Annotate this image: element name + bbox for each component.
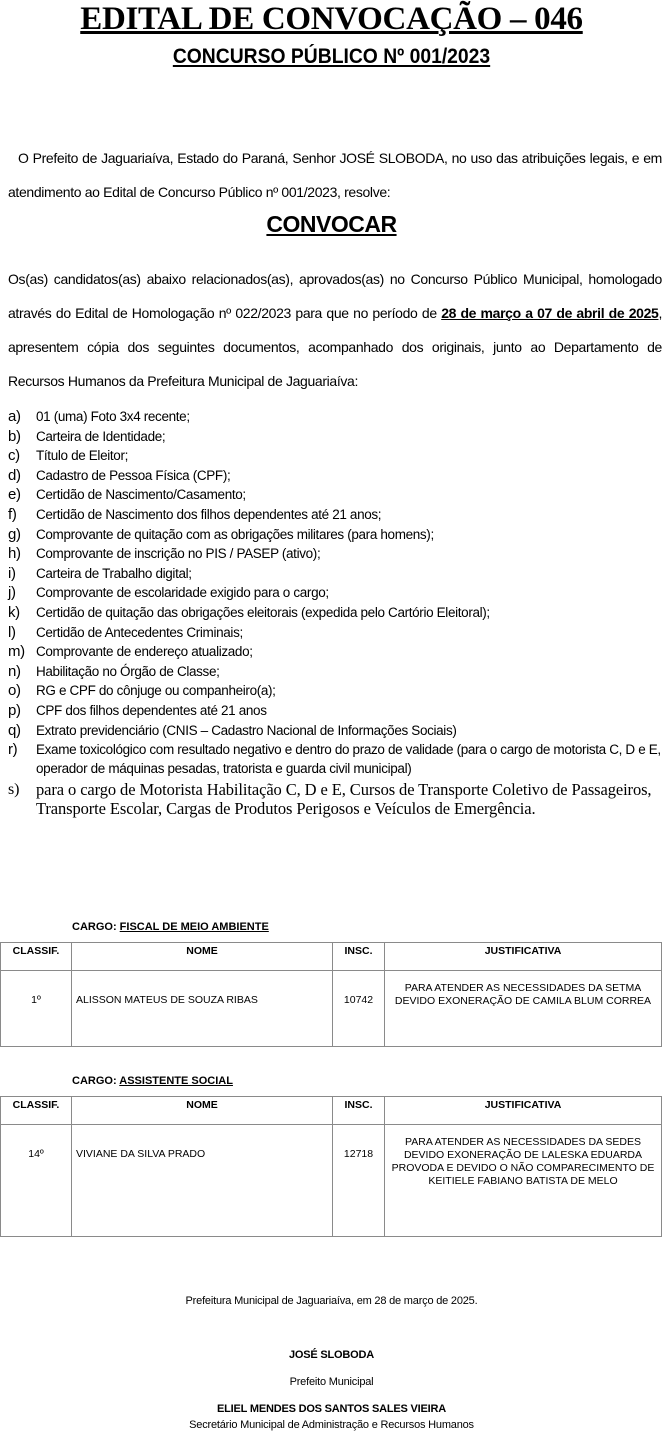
cell-classif: 1º — [1, 971, 72, 1047]
document-item — [8, 427, 663, 447]
document-text: CPF dos filhos dependentes até 21 anos — [36, 702, 267, 718]
table-header-row — [1, 943, 662, 971]
header-classif: CLASSIF. — [1, 1097, 72, 1125]
period-highlight: 28 de março a 07 de abril de 2025 — [441, 305, 659, 321]
cell-classif: 14º — [1, 1125, 72, 1237]
document-letter: e) — [8, 486, 21, 504]
cell-nome: VIVIANE DA SILVA PRADO — [72, 1125, 333, 1237]
document-letter: j) — [8, 584, 16, 602]
header-classif: CLASSIF. — [1, 943, 72, 971]
document-text: Carteira de Trabalho digital; — [36, 565, 192, 581]
document-item — [8, 623, 663, 643]
candidates-table-1 — [0, 942, 662, 1047]
document-text: Habilitação no Órgão de Classe; — [36, 663, 220, 679]
table-row — [1, 971, 662, 1047]
document-letter: o) — [8, 682, 21, 700]
document-letter: i) — [8, 564, 16, 582]
document-letter: m) — [8, 643, 25, 661]
cargo-heading-2 — [72, 1075, 233, 1087]
document-letter: d) — [8, 466, 21, 484]
table-row — [1, 1125, 662, 1237]
body-text-after: , apresentem cópia dos seguintes documentos, acompanhado dos originais, junto ao Departamento de Recursos Humanos da Prefeitura Municipal de Jaguariaíva: — [8, 305, 663, 389]
document-text: Comprovante de inscrição no PIS / PASEP (ativo); — [36, 546, 321, 562]
signer-1-name: JOSÉ SLOBODA — [288, 1349, 374, 1361]
document-letter: b) — [8, 427, 21, 445]
document-text: Extrato previdenciário (CNIS – Cadastro Nacional de Informações Sociais) — [36, 722, 457, 738]
document-letter: s) — [8, 781, 20, 799]
document-letter: f) — [8, 505, 17, 523]
document-text: para o cargo de Motorista Habilitação C, D e E, Cursos de Transporte Coletivo de Passageiros, Transporte Escolar, Cargas de Produtos Perigosos e Veículos de Emergência. — [36, 780, 652, 819]
body-text-before: Os(as) candidatos(as) abaixo relacionados(as), aprovados(as) no Concurso Público Municipal, homologado através do Edital de Homologação nº 022/2023 para que no período de — [8, 271, 662, 321]
header-justificativa: JUSTIFICATIVA — [385, 1097, 662, 1125]
document-text: Comprovante de endereço atualizado; — [36, 644, 253, 660]
document-item — [8, 505, 663, 525]
required-documents-list — [8, 407, 663, 818]
cargo-name: ASSISTENTE SOCIAL — [119, 1075, 233, 1087]
place-date: Prefeitura Municipal de Jaguariaíva, em 28 de março de 2025. — [185, 1295, 478, 1307]
document-item — [8, 466, 663, 486]
signer-2-name: ELIEL MENDES DOS SANTOS SALES VIEIRA — [217, 1403, 446, 1415]
document-item — [8, 681, 663, 701]
cargo-label: CARGO: — [72, 921, 117, 933]
document-item — [8, 642, 663, 662]
cell-justificativa: PARA ATENDER AS NECESSIDADES DA SETMA DEVIDO EXONERAÇÃO DE CAMILA BLUM CORREA — [385, 971, 662, 1047]
document-letter: g) — [8, 525, 21, 543]
candidates-table-2 — [0, 1096, 662, 1237]
cell-justificativa: PARA ATENDER AS NECESSIDADES DA SEDES DEVIDO EXONERAÇÃO DE LALESKA EDUARDA PROVODA E DEVIDO O NÃO COMPARECIMENTO DE KEITIELE FABIANO BATISTA DE MELO — [385, 1125, 662, 1237]
document-text: Certidão de Nascimento dos filhos dependentes até 21 anos; — [36, 506, 382, 522]
document-item — [8, 662, 663, 682]
header-insc: INSC. — [333, 943, 385, 971]
document-letter: a) — [8, 408, 21, 425]
document-text: Comprovante de escolaridade exigido para o cargo; — [36, 585, 329, 601]
document-text: Cadastro de Pessoa Física (CPF); — [36, 467, 231, 483]
body-paragraph — [8, 262, 662, 398]
document-subtitle: CONCURSO PÚBLICO Nº 001/2023 — [172, 45, 491, 68]
document-item — [8, 544, 663, 564]
document-text: Carteira de Identidade; — [36, 428, 166, 444]
document-text: Título de Eleitor; — [36, 448, 128, 464]
table-header-row — [1, 1097, 662, 1125]
document-item — [8, 603, 663, 623]
document-letter: r) — [8, 741, 18, 759]
document-text: Certidão de Nascimento/Casamento; — [36, 487, 246, 503]
cell-nome: ALISSON MATEUS DE SOUZA RIBAS — [72, 971, 333, 1047]
action-heading: CONVOCAR — [266, 211, 397, 237]
header-nome: NOME — [72, 943, 333, 971]
document-letter: q) — [8, 721, 21, 739]
document-text: RG e CPF do cônjuge ou companheiro(a); — [36, 683, 276, 699]
document-item — [8, 740, 663, 778]
document-letter: h) — [8, 545, 21, 563]
intro-paragraph: O Prefeito de Jaguariaíva, Estado do Paraná, Senhor JOSÉ SLOBODA, no uso das atribuições legais, e em atendimento ao Edital de Concurso Público nº 001/2023, resolve: — [8, 150, 662, 200]
document-item — [8, 583, 663, 603]
document-text: Certidão de Antecedentes Criminais; — [36, 624, 243, 640]
document-text: Exame toxicológico com resultado negativo e dentro do prazo de validade (para o cargo de motorista C, D e E, operador de máquinas pesadas, tratorista e guarda civil municipal) — [36, 742, 661, 777]
document-letter: n) — [8, 662, 21, 680]
signer-1-role: Prefeito Municipal — [289, 1376, 374, 1388]
header-insc: INSC. — [333, 1097, 385, 1125]
document-item — [8, 780, 663, 818]
document-letter: p) — [8, 701, 21, 719]
document-text: Comprovante de quitação com as obrigações militares (para homens); — [36, 526, 434, 542]
document-item — [8, 721, 663, 741]
document-letter: c) — [8, 447, 20, 465]
cell-insc: 12718 — [333, 1125, 385, 1237]
document-letter: k) — [8, 603, 20, 621]
cargo-label: CARGO: — [72, 1075, 117, 1087]
document-item — [8, 525, 663, 545]
document-text: Certidão de quitação das obrigações eleitorais (expedida pelo Cartório Eleitoral); — [36, 604, 490, 620]
document-title: EDITAL DE CONVOCAÇÃO – 046 — [80, 1, 583, 37]
document-item — [8, 446, 663, 466]
document-item — [8, 564, 663, 584]
header-nome: NOME — [72, 1097, 333, 1125]
document-letter: l) — [8, 623, 16, 641]
cargo-heading-1 — [72, 921, 269, 933]
cargo-name: FISCAL DE MEIO AMBIENTE — [119, 921, 269, 933]
cell-insc: 10742 — [333, 971, 385, 1047]
document-item — [8, 485, 663, 505]
document-text: 01 (uma) Foto 3x4 recente; — [36, 409, 190, 424]
document-item — [8, 701, 663, 721]
document-item — [8, 407, 663, 427]
signer-2-role: Secretário Municipal de Administração e Recursos Humanos — [189, 1419, 474, 1431]
header-justificativa: JUSTIFICATIVA — [385, 943, 662, 971]
